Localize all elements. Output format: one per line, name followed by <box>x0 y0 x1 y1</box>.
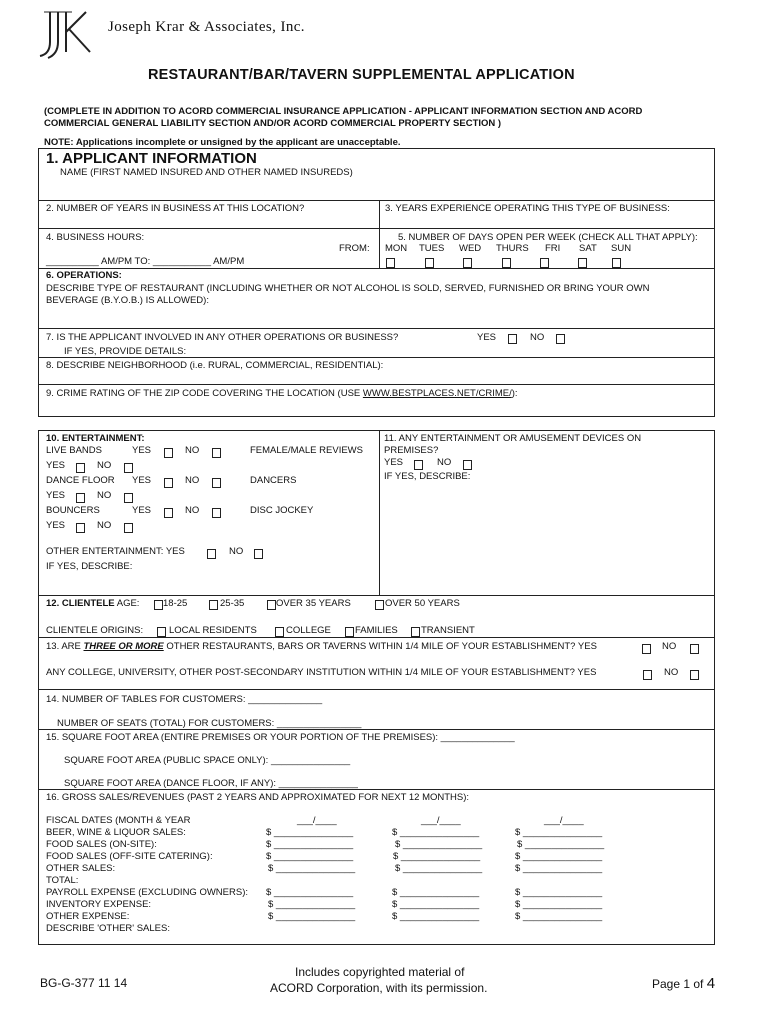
age-18-25-label: 18-25 <box>163 598 188 609</box>
mon-checkbox[interactable] <box>386 258 395 268</box>
operations-input[interactable] <box>46 307 706 327</box>
age-over-50-checkbox[interactable] <box>375 600 384 610</box>
disc-jockey-label: DISC JOCKEY <box>250 505 314 516</box>
name-input[interactable] <box>60 180 700 200</box>
company-logo <box>36 8 106 60</box>
entertainment-label: 10. ENTERTAINMENT: <box>46 433 145 444</box>
clientele-age-row: 12. CLIENTELE AGE: <box>46 598 140 609</box>
other-operations-yes-label: YES <box>477 332 497 343</box>
bouncers-yes-label: YES <box>132 505 152 516</box>
square-foot-public-field[interactable]: SQUARE FOOT AREA (PUBLIC SPACE ONLY): _______________ <box>64 755 351 766</box>
age-18-25-checkbox[interactable] <box>154 600 163 610</box>
amusement-no-label: NO <box>437 457 452 468</box>
dance-floor-no-label: NO <box>185 475 200 486</box>
bouncers-yes-checkbox[interactable] <box>164 508 173 518</box>
other-entertainment-yes-checkbox[interactable] <box>207 549 216 559</box>
copyright-line-2: ACORD Corporation, with its permission. <box>270 981 488 995</box>
nearby-establishments-no-checkbox[interactable] <box>690 644 699 654</box>
live-bands-yes-checkbox[interactable] <box>164 448 173 458</box>
bouncers-label: BOUNCERS <box>46 505 100 516</box>
food-offsite-col-1[interactable]: $ _______________ <box>266 851 354 862</box>
reviews-no-checkbox[interactable] <box>124 463 133 473</box>
tues-checkbox[interactable] <box>425 258 434 268</box>
jk-monogram-icon <box>36 8 106 60</box>
years-in-business-input[interactable] <box>46 215 376 227</box>
food-offsite-col-3[interactable]: $ _______________ <box>515 851 603 862</box>
copyright-line-1: Includes copyrighted material of <box>295 965 465 979</box>
dancers-no-checkbox[interactable] <box>124 493 133 503</box>
dance-floor-no-checkbox[interactable] <box>212 478 221 488</box>
day-thurs: THURS <box>496 243 529 254</box>
bestplaces-link[interactable]: WWW.BESTPLACES.NET/CRIME/ <box>362 388 512 399</box>
reviews-no-label: NO <box>97 460 112 471</box>
transient-label: TRANSIENT <box>421 625 475 636</box>
college-label: COLLEGE <box>286 625 331 636</box>
other-entertainment-no-label: NO <box>229 546 244 557</box>
row-payroll: PAYROLL EXPENSE (EXCLUDING OWNERS): <box>46 887 249 898</box>
other-operations-details-label: IF YES, PROVIDE DETAILS: <box>64 346 187 357</box>
other-operations-label: 7. IS THE APPLICANT INVOLVED IN ANY OTHER OPERATIONS OR BUSINESS? <box>46 332 399 343</box>
other-sales-col-3[interactable]: $ _______________ <box>515 863 603 874</box>
row-inventory: INVENTORY EXPENSE: <box>46 899 152 910</box>
other-sales-col-2[interactable]: $ _______________ <box>395 863 483 874</box>
dance-floor-label: DANCE FLOOR <box>46 475 115 486</box>
food-onsite-col-1[interactable]: $ _______________ <box>266 839 354 850</box>
dancers-yes-label: YES <box>46 490 66 501</box>
fiscal-date-col-2[interactable]: ___/____ <box>421 815 461 826</box>
day-sun: SUN <box>611 243 632 254</box>
inventory-col-1[interactable]: $ _______________ <box>268 899 356 910</box>
business-hours-label: 4. BUSINESS HOURS: <box>46 232 145 243</box>
nearby-college-no-checkbox[interactable] <box>690 670 699 680</box>
row-fiscal-dates: FISCAL DATES (MONTH & YEAR <box>46 815 191 826</box>
dj-yes-checkbox[interactable] <box>76 523 85 533</box>
row-other-sales: OTHER SALES: <box>46 863 116 874</box>
row-total: TOTAL: <box>46 875 79 886</box>
row-describe-other: DESCRIBE 'OTHER' SALES: <box>46 923 170 934</box>
age-25-35-label: 25-35 <box>220 598 245 609</box>
nearby-college-no-label: NO <box>664 667 679 678</box>
operations-label: 6. OPERATIONS: <box>46 270 122 281</box>
dancers-no-label: NO <box>97 490 112 501</box>
food-offsite-col-2[interactable]: $ _______________ <box>393 851 481 862</box>
dancers-yes-checkbox[interactable] <box>76 493 85 503</box>
days-open-label: 5. NUMBER OF DAYS OPEN PER WEEK (CHECK ALL THAT APPLY): <box>398 232 698 243</box>
square-foot-dance-field[interactable]: SQUARE FOOT AREA (DANCE FLOOR, IF ANY): _______________ <box>64 778 358 789</box>
beer-col-2[interactable]: $ _______________ <box>392 827 480 838</box>
payroll-col-3[interactable]: $ _______________ <box>515 887 603 898</box>
inventory-col-2[interactable]: $ _______________ <box>392 899 480 910</box>
tables-field[interactable]: 14. NUMBER OF TABLES FOR CUSTOMERS: ______________ <box>46 694 323 705</box>
other-operations-no-label: NO <box>530 332 545 343</box>
other-operations-yes-checkbox[interactable] <box>508 334 517 344</box>
amusement-devices-line-2: PREMISES? <box>384 445 439 456</box>
sun-checkbox[interactable] <box>612 258 621 268</box>
other-expense-col-2[interactable]: $ _______________ <box>392 911 480 922</box>
nearby-establishments-yes-checkbox[interactable] <box>642 644 651 654</box>
local-residents-label: LOCAL RESIDENTS <box>169 625 257 636</box>
day-tues: TUES <box>419 243 445 254</box>
local-residents-checkbox[interactable] <box>157 627 166 637</box>
age-25-35-checkbox[interactable] <box>209 600 218 610</box>
name-label: NAME (FIRST NAMED INSURED AND OTHER NAMED INSUREDS) <box>60 167 353 178</box>
amusement-no-checkbox[interactable] <box>463 460 472 470</box>
years-experience-input[interactable] <box>385 215 710 227</box>
crime-rating-label: 9. CRIME RATING OF THE ZIP CODE COVERING THE LOCATION (USE WWW.BESTPLACES.NET/CRIME/): <box>46 388 518 399</box>
from-label: FROM: <box>339 243 370 254</box>
other-entertainment-label: OTHER ENTERTAINMENT: YES <box>46 546 185 557</box>
instructions-line-2: COMMERCIAL GENERAL LIABILITY SECTION AND/OR ACORD COMMERCIAL PROPERTY SECTION ) <box>44 118 502 129</box>
sat-checkbox[interactable] <box>578 258 587 268</box>
amusement-yes-checkbox[interactable] <box>414 460 423 470</box>
families-checkbox[interactable] <box>345 627 354 637</box>
age-over-35-label: OVER 35 YEARS <box>276 598 351 609</box>
reviews-yes-label: YES <box>46 460 66 471</box>
day-sat: SAT <box>579 243 597 254</box>
live-bands-no-label: NO <box>185 445 200 456</box>
nearby-college-question: ANY COLLEGE, UNIVERSITY, OTHER POST-SECONDARY INSTITUTION WITHIN 1/4 MILE OF YOUR ESTABLISHMENT? YES <box>46 667 597 678</box>
other-entertainment-no-checkbox[interactable] <box>254 549 263 559</box>
clientele-origins-label: CLIENTELE ORIGINS: <box>46 625 144 636</box>
page-title: RESTAURANT/BAR/TAVERN SUPPLEMENTAL APPLICATION <box>148 67 575 83</box>
female-male-reviews-label: FEMALE/MALE REVIEWS <box>250 445 363 456</box>
live-bands-yes-label: YES <box>132 445 152 456</box>
bouncers-no-label: NO <box>185 505 200 516</box>
day-mon: MON <box>385 243 408 254</box>
instructions-line-1: (COMPLETE IN ADDITION TO ACORD COMMERCIAL INSURANCE APPLICATION - APPLICANT INFORMATION SECTION AND ACORD <box>44 106 643 117</box>
seats-field[interactable]: NUMBER OF SEATS (TOTAL) FOR CUSTOMERS: ________________ <box>57 718 362 729</box>
dj-no-label: NO <box>97 520 112 531</box>
form-id: BG-G-377 11 14 <box>40 976 128 990</box>
row-food-offsite: FOOD SALES (OFF-SITE CATERING): <box>46 851 213 862</box>
years-experience-label: 3. YEARS EXPERIENCE OPERATING THIS TYPE OF BUSINESS: <box>385 203 670 214</box>
operations-line-1: DESCRIBE TYPE OF RESTAURANT (INCLUDING WHETHER OR NOT ALCOHOL IS SOLD, SERVED, FURNISHED OR BRING YOUR OWN <box>46 283 650 294</box>
dance-floor-yes-checkbox[interactable] <box>164 478 173 488</box>
nearby-college-yes-checkbox[interactable] <box>643 670 652 680</box>
gross-sales-label: 16. GROSS SALES/REVENUES (PAST 2 YEARS AND APPROXIMATED FOR NEXT 12 MONTHS): <box>46 792 470 803</box>
families-label: FAMILIES <box>355 625 398 636</box>
day-fri: FRI <box>545 243 561 254</box>
inventory-col-3[interactable]: $ _______________ <box>515 899 603 910</box>
company-name: Joseph Krar & Associates, Inc. <box>108 19 305 35</box>
fri-checkbox[interactable] <box>540 258 549 268</box>
square-foot-entire-field[interactable]: 15. SQUARE FOOT AREA (ENTIRE PREMISES OR YOUR PORTION OF THE PREMISES): ______________ <box>46 732 515 743</box>
amusement-yes-label: YES <box>384 457 404 468</box>
hours-line[interactable]: __________ AM/PM TO: ___________ AM/PM <box>46 256 245 267</box>
nearby-establishments-question: 13. ARE THREE OR MORE OTHER RESTAURANTS, BARS OR TAVERNS WITHIN 1/4 MILE OF YOUR ESTABLISHMENT? YES <box>46 641 597 652</box>
other-sales-col-1[interactable]: $ _______________ <box>268 863 356 874</box>
page-number: Page 1 of 4 <box>652 975 716 992</box>
beer-col-1[interactable]: $ _______________ <box>266 827 354 838</box>
neighborhood-input[interactable] <box>46 372 706 384</box>
crime-rating-input[interactable] <box>46 400 706 414</box>
wed-checkbox[interactable] <box>463 258 472 268</box>
live-bands-label: LIVE BANDS <box>46 445 102 456</box>
fiscal-date-col-1[interactable]: ___/____ <box>297 815 337 826</box>
day-wed: WED <box>459 243 482 254</box>
reviews-yes-checkbox[interactable] <box>76 463 85 473</box>
row-food-onsite: FOOD SALES (ON-SITE): <box>46 839 157 850</box>
dj-no-checkbox[interactable] <box>124 523 133 533</box>
amusement-describe-label: IF YES, DESCRIBE: <box>384 471 471 482</box>
neighborhood-label: 8. DESCRIBE NEIGHBORHOOD (i.e. RURAL, COMMERCIAL, RESIDENTIAL): <box>46 360 384 371</box>
college-checkbox[interactable] <box>275 627 284 637</box>
food-onsite-col-3[interactable]: $ _______________ <box>517 839 605 850</box>
dancers-label: DANCERS <box>250 475 297 486</box>
other-expense-col-1[interactable]: $ _______________ <box>268 911 356 922</box>
payroll-col-1[interactable]: $ _______________ <box>266 887 354 898</box>
age-over-50-label: OVER 50 YEARS <box>385 598 460 609</box>
years-in-business-label: 2. NUMBER OF YEARS IN BUSINESS AT THIS LOCATION? <box>46 203 305 214</box>
dance-floor-yes-label: YES <box>132 475 152 486</box>
fiscal-date-col-3[interactable]: ___/____ <box>544 815 584 826</box>
payroll-col-2[interactable]: $ _______________ <box>392 887 480 898</box>
other-operations-no-checkbox[interactable] <box>556 334 565 344</box>
row-other-expense: OTHER EXPENSE: <box>46 911 130 922</box>
other-expense-col-3[interactable]: $ _______________ <box>515 911 603 922</box>
section-1-heading: 1. APPLICANT INFORMATION <box>46 150 257 167</box>
row-beer-wine-liquor: BEER, WINE & LIQUOR SALES: <box>46 827 186 838</box>
dj-yes-label: YES <box>46 520 66 531</box>
age-over-35-checkbox[interactable] <box>267 600 276 610</box>
live-bands-no-checkbox[interactable] <box>212 448 221 458</box>
thurs-checkbox[interactable] <box>502 258 511 268</box>
nearby-establishments-no-label: NO <box>662 641 677 652</box>
transient-checkbox[interactable] <box>411 627 420 637</box>
operations-line-2: BEVERAGE (B.Y.O.B.) IS ALLOWED): <box>46 295 209 306</box>
amusement-devices-line-1: 11. ANY ENTERTAINMENT OR AMUSEMENT DEVICES ON <box>384 433 642 444</box>
food-onsite-col-2[interactable]: $ _______________ <box>395 839 483 850</box>
beer-col-3[interactable]: $ _______________ <box>515 827 603 838</box>
bouncers-no-checkbox[interactable] <box>212 508 221 518</box>
other-entertainment-describe-label: IF YES, DESCRIBE: <box>46 561 133 572</box>
note: NOTE: Applications incomplete or unsigned by the applicant are unacceptable. <box>44 137 401 148</box>
